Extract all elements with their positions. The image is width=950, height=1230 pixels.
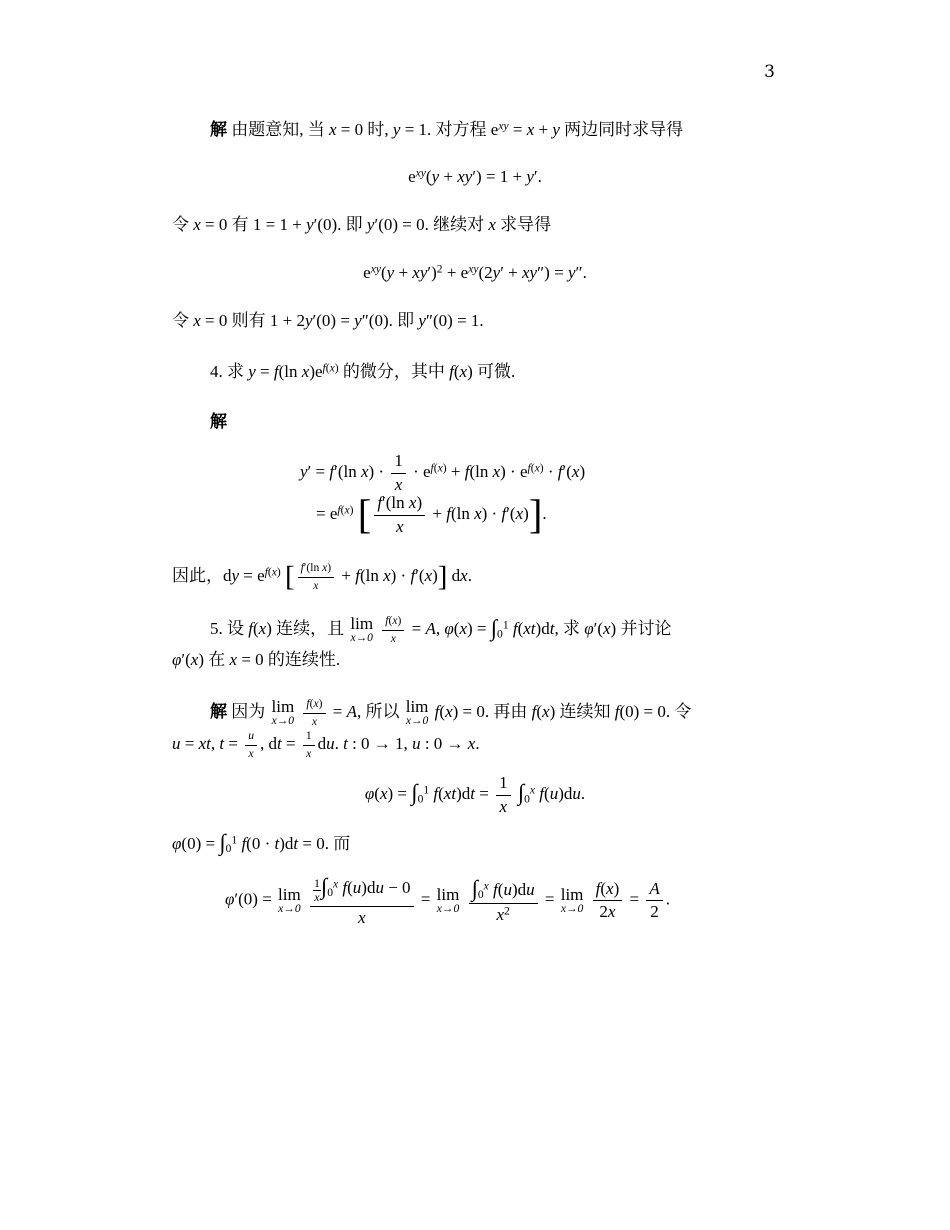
text: 连续，且 xyxy=(276,619,345,639)
problem-number: 5. xyxy=(210,619,223,639)
text: 有 xyxy=(231,215,249,234)
text: . 对方程 xyxy=(427,120,487,139)
text: 在 xyxy=(208,650,226,669)
solution-5-line2: u = xt, t = $\frac{u}{x}$ , dt = $\frac{1}{x}$ du. t : 0 → 1, u : 0 → x. xyxy=(172,729,480,760)
problem-5-line2: φ′(x) 在 x = 0 的连续性. xyxy=(172,650,341,669)
problem-4: 4. 求 y = f(ln $x)e^{f(x)}$ 的微分，其中 f(x) 可微. xyxy=(210,361,516,381)
problem-5-line1: 5. 设 f(x) 连续，且 lim x→0 $\frac{f(x)}{x}$ = A, $\varphi(x) = \int_0^1$ f(xt)dt, 求 φ′(x) 并讨论 xyxy=(210,614,672,645)
text: 可微. xyxy=(476,362,516,381)
page-number: 3 xyxy=(764,62,775,82)
text: 因此， xyxy=(172,566,223,586)
equation-3a: y′ = f′(ln x) · $\frac{1}{x}$ · $e^{f(x)} + f(\ln$ $x) \cdot e^{f(x)} \cdot f'(x)$ xyxy=(300,451,586,494)
equation-5: φ′(0) = lim x→0 $\frac{1}{x}$ $\int_0^x$ f(u)du − 0 x = lim x→0 $\frac{\int_0^x f(u)du}{x^2}$ = lim x→0 $\frac{f(x)}{2x}$ = $\frac{A}{2}$ . xyxy=(225,874,670,927)
text: 两边同时求导得 xyxy=(564,120,684,139)
text: 时, xyxy=(367,120,389,139)
text: 由题意知, 当 xyxy=(231,120,325,139)
text: , 求 xyxy=(554,619,580,639)
solution-label: 解 xyxy=(210,120,227,139)
text: . 再由 xyxy=(484,702,528,722)
equation-2: $e^{xy}(y + xy')^2 + e^{xy}(2y' + xy'') = y''$. xyxy=(363,262,587,282)
solution-5-line1: 解 因为 lim x→0 $\frac{f(x)}{x}$ = A, 所以 lim x→0 f(x) = 0. 再由 f(x) 连续知 f(0) = 0. 令 xyxy=(210,697,692,728)
text: . 即 xyxy=(337,215,363,234)
solution-4-result: 因此，dy = $e^{f(x)}$ [ $\frac{\text{f′(ln x)}}{x}$ + f(ln x) · f′(x)] dx. xyxy=(172,560,472,593)
solution-5-phi0: $\varphi(0) = \int_0^1$ f(0 · t)dt = 0. 而 xyxy=(172,830,351,856)
solution-3-intro: 解 由题意知, 当 x = 0 时, y = 1. 对方程 $e^{xy} = x + y$ 两边同时求导得 xyxy=(210,119,684,139)
text: 连续知 xyxy=(559,702,611,722)
text: 求 xyxy=(227,362,244,381)
text: . 继续对 xyxy=(424,215,485,234)
text: 并讨论 xyxy=(620,619,672,639)
solution-label: 解 xyxy=(210,702,227,722)
solution-3-step: 令 x = 0 有 1 = 1 + y′(0). 即 y′(0) = 0. 继续对 x 求导得 xyxy=(172,215,552,234)
equation-4: $\varphi(x) = \int_0^1$ f(xt)dt = $\frac{1}{x}$ $\int_0^x$ f(u)du. xyxy=(364,773,586,816)
text: 的微分，其中 xyxy=(342,362,445,381)
solution-3-result: 令 x = 0 则有 1 + 2y′(0) = y″(0). 即 y″(0) = 1. xyxy=(172,311,484,330)
equation-1: $e^{xy}(y + xy') = 1 + y'$. xyxy=(408,166,542,186)
text: 的连续性. xyxy=(267,650,341,669)
text: , 所以 xyxy=(356,702,400,722)
text: . 即 xyxy=(388,311,415,330)
solution-label: 解 xyxy=(210,412,227,432)
text: 因为 xyxy=(231,702,266,722)
text: 则有 xyxy=(231,311,266,330)
text: 令 xyxy=(172,215,189,234)
text: . 令 xyxy=(665,702,692,722)
text: 求导得 xyxy=(500,215,552,234)
text: 设 xyxy=(227,619,244,639)
text: . 而 xyxy=(324,833,351,853)
problem-number: 4. xyxy=(210,362,223,381)
text: 令 xyxy=(172,311,189,330)
equation-3b: = $e^{f(x)}$ [ $\frac{\text{f′(ln x)}}{x}$ + f(ln x) · f′(x)]. xyxy=(316,491,547,537)
